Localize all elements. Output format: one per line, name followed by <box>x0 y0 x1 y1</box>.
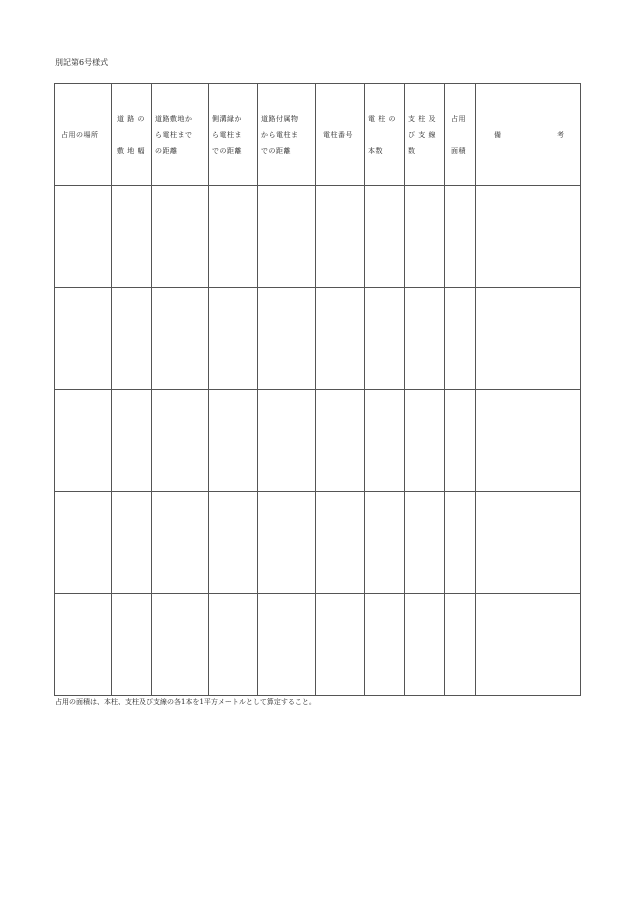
header-occupied-area <box>445 84 476 186</box>
cell-dist-gutter[interactable] <box>209 288 258 390</box>
cell-dist-road-site[interactable] <box>152 288 209 390</box>
table-row <box>55 288 581 390</box>
cell-dist-gutter[interactable] <box>209 186 258 288</box>
header-dist-road-site-line-3: の距離 <box>155 146 178 155</box>
cell-dist-road-site[interactable] <box>152 186 209 288</box>
table-row <box>55 594 581 696</box>
cell-remarks[interactable] <box>476 594 581 696</box>
header-dist-road-attachment <box>258 84 316 186</box>
cell-dist-road-attachment[interactable] <box>258 186 316 288</box>
header-remarks-char-1: 備 <box>494 130 501 139</box>
header-pole-count <box>365 84 405 186</box>
header-road-width <box>112 84 152 186</box>
cell-dist-gutter[interactable] <box>209 594 258 696</box>
cell-remarks[interactable] <box>476 492 581 594</box>
occupancy-form-table <box>54 83 581 696</box>
table-body <box>55 186 581 696</box>
cell-dist-road-attachment[interactable] <box>258 288 316 390</box>
header-occupied-area-line-1: 占用 <box>451 114 466 123</box>
cell-remarks[interactable] <box>476 288 581 390</box>
table-row <box>55 390 581 492</box>
cell-dist-road-site[interactable] <box>152 594 209 696</box>
cell-dist-road-site[interactable] <box>152 492 209 594</box>
cell-dist-road-attachment[interactable] <box>258 390 316 492</box>
cell-dist-gutter[interactable] <box>209 390 258 492</box>
cell-road-width[interactable] <box>112 492 152 594</box>
cell-road-width[interactable] <box>112 288 152 390</box>
cell-remarks[interactable] <box>476 390 581 492</box>
header-row <box>55 84 581 186</box>
cell-pole-count[interactable] <box>365 492 405 594</box>
cell-road-width[interactable] <box>112 186 152 288</box>
cell-pole-number[interactable] <box>316 288 365 390</box>
cell-dist-road-attachment[interactable] <box>258 492 316 594</box>
cell-pole-number[interactable] <box>316 186 365 288</box>
header-support-count-line-2: び 支 線 <box>408 130 436 139</box>
header-support-count-line-1: 支 柱 及 <box>408 114 436 123</box>
cell-support-count[interactable] <box>405 390 445 492</box>
cell-location[interactable] <box>55 390 112 492</box>
cell-location[interactable] <box>55 492 112 594</box>
cell-occupied-area[interactable] <box>445 594 476 696</box>
cell-pole-number[interactable] <box>316 594 365 696</box>
cell-support-count[interactable] <box>405 288 445 390</box>
cell-occupied-area[interactable] <box>445 288 476 390</box>
header-dist-gutter-line-2: ら電柱ま <box>212 130 242 139</box>
cell-location[interactable] <box>55 186 112 288</box>
header-support-count <box>405 84 445 186</box>
table-row <box>55 492 581 594</box>
header-location-text: 占用の場所 <box>61 130 99 139</box>
cell-dist-road-attachment[interactable] <box>258 594 316 696</box>
table-row <box>55 186 581 288</box>
cell-dist-gutter[interactable] <box>209 492 258 594</box>
header-dist-road-site-line-1: 道路敷地か <box>155 114 193 123</box>
header-occupied-area-line-2: 面積 <box>451 146 466 155</box>
header-road-width-line-2: 敷 地 幅 <box>117 146 145 155</box>
cell-pole-count[interactable] <box>365 594 405 696</box>
cell-dist-road-site[interactable] <box>152 390 209 492</box>
header-dist-road-site <box>152 84 209 186</box>
cell-occupied-area[interactable] <box>445 390 476 492</box>
cell-pole-number[interactable] <box>316 390 365 492</box>
cell-remarks[interactable] <box>476 186 581 288</box>
cell-pole-number[interactable] <box>316 492 365 594</box>
header-dist-road-attachment-line-2: から電柱ま <box>261 130 299 139</box>
cell-location[interactable] <box>55 594 112 696</box>
cell-support-count[interactable] <box>405 186 445 288</box>
header-support-count-line-3: 数 <box>408 146 416 155</box>
header-dist-gutter-line-3: での距離 <box>212 146 242 155</box>
cell-location[interactable] <box>55 288 112 390</box>
area-calculation-note: 占用の面積は、本柱、支柱及び支線の各1本を1平方メートルとして算定すること。 <box>55 698 316 706</box>
cell-occupied-area[interactable] <box>445 186 476 288</box>
header-dist-gutter-line-1: 側溝縁か <box>212 114 242 123</box>
form-title: 別記第6号様式 <box>55 58 109 67</box>
cell-pole-count[interactable] <box>365 288 405 390</box>
header-dist-road-attachment-line-3: での距離 <box>261 146 291 155</box>
header-remarks <box>476 84 581 186</box>
cell-pole-count[interactable] <box>365 186 405 288</box>
cell-pole-count[interactable] <box>365 390 405 492</box>
header-dist-road-site-line-2: ら電柱まで <box>155 130 193 139</box>
cell-support-count[interactable] <box>405 594 445 696</box>
cell-road-width[interactable] <box>112 594 152 696</box>
cell-road-width[interactable] <box>112 390 152 492</box>
header-pole-number <box>316 84 365 186</box>
header-location <box>55 84 112 186</box>
header-pole-count-line-2: 本数 <box>368 146 383 155</box>
cell-support-count[interactable] <box>405 492 445 594</box>
header-dist-road-attachment-line-1: 道路付属物 <box>261 114 299 123</box>
cell-occupied-area[interactable] <box>445 492 476 594</box>
header-remarks-char-2: 考 <box>557 130 564 139</box>
header-road-width-line-1: 道 路 の <box>117 114 145 123</box>
header-pole-count-line-1: 電 柱 の <box>368 114 396 123</box>
header-pole-number-text: 電柱番号 <box>323 130 353 139</box>
header-dist-gutter <box>209 84 258 186</box>
